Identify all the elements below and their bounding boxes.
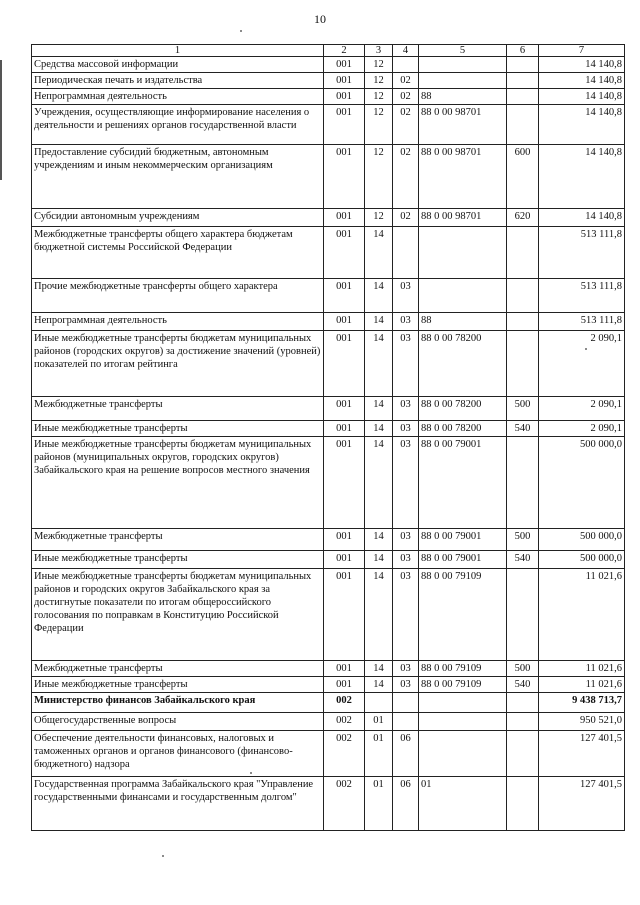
table-row (32, 713, 625, 731)
table-row (32, 105, 625, 145)
cell-vr (507, 693, 539, 713)
table-row (32, 693, 625, 713)
cell-name: Иные межбюджетные трансферты (32, 421, 324, 437)
scan-speck (585, 348, 587, 350)
cell-min: 001 (324, 661, 365, 677)
cell-csr (419, 227, 507, 279)
table-row (32, 57, 625, 73)
cell-rz: 14 (365, 279, 393, 313)
cell-rz: 14 (365, 313, 393, 331)
cell-min: 001 (324, 313, 365, 331)
cell-name: Государственная программа Забайкальского края "Управление государственными финансами и государственным долгом" (32, 777, 324, 831)
cell-sum: 500 000,0 (539, 551, 625, 569)
cell-csr (419, 73, 507, 89)
cell-csr (419, 731, 507, 777)
cell-prz: 03 (393, 529, 419, 551)
cell-csr: 88 0 00 79109 (419, 677, 507, 693)
cell-rz: 12 (365, 73, 393, 89)
table-row (32, 89, 625, 105)
cell-sum: 2 090,1 (539, 397, 625, 421)
table-row (32, 661, 625, 677)
cell-vr: 540 (507, 551, 539, 569)
cell-min: 001 (324, 279, 365, 313)
cell-min: 001 (324, 73, 365, 89)
cell-csr (419, 693, 507, 713)
cell-sum: 11 021,6 (539, 677, 625, 693)
cell-prz: 03 (393, 313, 419, 331)
cell-csr: 88 0 00 79001 (419, 437, 507, 529)
table-row (32, 569, 625, 661)
cell-prz: 02 (393, 89, 419, 105)
cell-min: 001 (324, 397, 365, 421)
cell-prz: 03 (393, 437, 419, 529)
cell-csr: 88 0 00 79109 (419, 661, 507, 677)
cell-prz (393, 57, 419, 73)
scan-speck (240, 30, 242, 32)
cell-vr (507, 713, 539, 731)
cell-name: Обеспечение деятельности финансовых, налоговых и таможенных органов и органов финансового (финансово-бюджетного) надзора (32, 731, 324, 777)
cell-vr: 500 (507, 529, 539, 551)
table-row (32, 551, 625, 569)
cell-sum: 14 140,8 (539, 209, 625, 227)
cell-min: 002 (324, 731, 365, 777)
cell-sum: 500 000,0 (539, 529, 625, 551)
cell-sum: 2 090,1 (539, 331, 625, 397)
cell-prz: 02 (393, 209, 419, 227)
cell-min: 001 (324, 421, 365, 437)
table-row (32, 331, 625, 397)
cell-min: 001 (324, 529, 365, 551)
scan-speck (250, 772, 252, 774)
cell-prz: 02 (393, 73, 419, 89)
cell-csr: 88 0 00 78200 (419, 331, 507, 397)
header-cell: 5 (419, 45, 507, 57)
cell-rz: 12 (365, 105, 393, 145)
cell-prz: 06 (393, 777, 419, 831)
table-row (32, 73, 625, 89)
header-cell: 3 (365, 45, 393, 57)
cell-prz (393, 713, 419, 731)
cell-min: 002 (324, 713, 365, 731)
cell-csr: 88 (419, 313, 507, 331)
cell-sum: 513 111,8 (539, 227, 625, 279)
cell-name: Непрограммная деятельность (32, 89, 324, 105)
cell-min: 001 (324, 569, 365, 661)
cell-sum: 11 021,6 (539, 661, 625, 677)
cell-name: Иные межбюджетные трансферты (32, 677, 324, 693)
cell-prz: 03 (393, 551, 419, 569)
cell-vr: 500 (507, 661, 539, 677)
header-cell: 7 (539, 45, 625, 57)
cell-sum: 127 401,5 (539, 777, 625, 831)
cell-rz: 14 (365, 529, 393, 551)
cell-sum: 14 140,8 (539, 89, 625, 105)
cell-prz (393, 693, 419, 713)
cell-rz: 12 (365, 209, 393, 227)
cell-sum: 2 090,1 (539, 421, 625, 437)
cell-csr (419, 713, 507, 731)
table-row (32, 529, 625, 551)
cell-rz: 14 (365, 421, 393, 437)
cell-prz: 02 (393, 105, 419, 145)
cell-min: 001 (324, 551, 365, 569)
table-row (32, 731, 625, 777)
cell-name: Непрограммная деятельность (32, 313, 324, 331)
binding-edge-mark (0, 60, 2, 180)
cell-prz: 03 (393, 677, 419, 693)
cell-rz: 01 (365, 777, 393, 831)
cell-name: Межбюджетные трансферты (32, 529, 324, 551)
cell-min: 001 (324, 209, 365, 227)
cell-csr: 88 0 00 79109 (419, 569, 507, 661)
cell-csr: 88 0 00 98701 (419, 105, 507, 145)
cell-min: 001 (324, 677, 365, 693)
cell-name: Межбюджетные трансферты общего характера бюджетам бюджетной системы Российской Федерации (32, 227, 324, 279)
cell-prz: 03 (393, 397, 419, 421)
cell-vr: 600 (507, 145, 539, 209)
cell-sum: 14 140,8 (539, 73, 625, 89)
cell-min: 001 (324, 437, 365, 529)
cell-prz: 03 (393, 421, 419, 437)
cell-sum: 11 021,6 (539, 569, 625, 661)
cell-csr: 88 0 00 79001 (419, 551, 507, 569)
cell-csr (419, 57, 507, 73)
cell-min: 002 (324, 693, 365, 713)
cell-min: 001 (324, 57, 365, 73)
table-row (32, 437, 625, 529)
cell-rz: 12 (365, 57, 393, 73)
cell-rz: 14 (365, 551, 393, 569)
cell-name: Министерство финансов Забайкальского края (32, 693, 324, 713)
cell-name: Средства массовой информации (32, 57, 324, 73)
cell-vr (507, 57, 539, 73)
cell-name: Предоставление субсидий бюджетным, автономным учреждениям и иным некоммерческим организациям (32, 145, 324, 209)
cell-min: 002 (324, 777, 365, 831)
cell-vr (507, 73, 539, 89)
table-row (32, 313, 625, 331)
header-cell: 2 (324, 45, 365, 57)
cell-vr: 540 (507, 421, 539, 437)
cell-csr: 88 0 00 78200 (419, 421, 507, 437)
cell-vr (507, 731, 539, 777)
cell-vr (507, 279, 539, 313)
cell-csr (419, 279, 507, 313)
cell-name: Общегосударственные вопросы (32, 713, 324, 731)
cell-csr: 88 0 00 78200 (419, 397, 507, 421)
cell-rz: 01 (365, 713, 393, 731)
cell-rz: 14 (365, 569, 393, 661)
cell-prz: 03 (393, 569, 419, 661)
cell-prz: 03 (393, 331, 419, 397)
cell-rz: 01 (365, 731, 393, 777)
cell-sum: 14 140,8 (539, 105, 625, 145)
cell-rz (365, 693, 393, 713)
table-row (32, 421, 625, 437)
table-row (32, 279, 625, 313)
header-cell: 4 (393, 45, 419, 57)
table-row (32, 677, 625, 693)
cell-sum: 9 438 713,7 (539, 693, 625, 713)
cell-rz: 12 (365, 145, 393, 209)
cell-rz: 14 (365, 661, 393, 677)
cell-name: Межбюджетные трансферты (32, 397, 324, 421)
cell-vr (507, 777, 539, 831)
cell-name: Иные межбюджетные трансферты бюджетам муниципальных районов (муниципальных округов, городских округов) Забайкальского края на решение вопросов местного значения (32, 437, 324, 529)
cell-name: Иные межбюджетные трансферты (32, 551, 324, 569)
cell-prz: 06 (393, 731, 419, 777)
cell-csr: 88 0 00 98701 (419, 209, 507, 227)
cell-vr: 540 (507, 677, 539, 693)
table-row (32, 397, 625, 421)
cell-name: Иные межбюджетные трансферты бюджетам муниципальных районов (городских округов) за достижение значений (уровней) показателей по итогам рейтинга (32, 331, 324, 397)
table-row (32, 209, 625, 227)
header-cell: 6 (507, 45, 539, 57)
scan-speck (162, 855, 164, 857)
cell-vr (507, 89, 539, 105)
cell-sum: 500 000,0 (539, 437, 625, 529)
cell-min: 001 (324, 145, 365, 209)
cell-vr (507, 569, 539, 661)
cell-sum: 513 111,8 (539, 313, 625, 331)
cell-prz: 03 (393, 279, 419, 313)
cell-csr: 88 (419, 89, 507, 105)
cell-name: Периодическая печать и издательства (32, 73, 324, 89)
cell-min: 001 (324, 227, 365, 279)
cell-min: 001 (324, 105, 365, 145)
cell-sum: 14 140,8 (539, 57, 625, 73)
cell-name: Учреждения, осуществляющие информирование населения о деятельности и решениях органов государственной власти (32, 105, 324, 145)
cell-csr: 88 0 00 98701 (419, 145, 507, 209)
cell-min: 001 (324, 331, 365, 397)
cell-vr (507, 313, 539, 331)
table-row (32, 227, 625, 279)
cell-rz: 14 (365, 227, 393, 279)
cell-sum: 513 111,8 (539, 279, 625, 313)
cell-prz (393, 227, 419, 279)
cell-vr: 620 (507, 209, 539, 227)
cell-vr (507, 105, 539, 145)
cell-csr: 88 0 00 79001 (419, 529, 507, 551)
cell-name: Субсидии автономным учреждениям (32, 209, 324, 227)
cell-name: Иные межбюджетные трансферты бюджетам муниципальных районов и городских округов Забайкальского края за достигнутые показатели по итогам общероссийского голосования по поправкам в Конституцию Российской Федерации (32, 569, 324, 661)
cell-vr: 500 (507, 397, 539, 421)
cell-rz: 14 (365, 397, 393, 421)
header-row (32, 45, 625, 57)
budget-table (31, 44, 625, 831)
table-row (32, 145, 625, 209)
cell-vr (507, 227, 539, 279)
cell-min: 001 (324, 89, 365, 105)
cell-sum: 14 140,8 (539, 145, 625, 209)
cell-csr: 01 (419, 777, 507, 831)
cell-vr (507, 331, 539, 397)
header-cell: 1 (32, 45, 324, 57)
cell-prz: 03 (393, 661, 419, 677)
cell-sum: 127 401,5 (539, 731, 625, 777)
cell-rz: 14 (365, 437, 393, 529)
cell-name: Межбюджетные трансферты (32, 661, 324, 677)
cell-name: Прочие межбюджетные трансферты общего характера (32, 279, 324, 313)
table-row (32, 777, 625, 831)
cell-rz: 14 (365, 331, 393, 397)
cell-sum: 950 521,0 (539, 713, 625, 731)
cell-vr (507, 437, 539, 529)
page-number: 10 (314, 12, 326, 26)
cell-prz: 02 (393, 145, 419, 209)
cell-rz: 14 (365, 677, 393, 693)
cell-rz: 12 (365, 89, 393, 105)
